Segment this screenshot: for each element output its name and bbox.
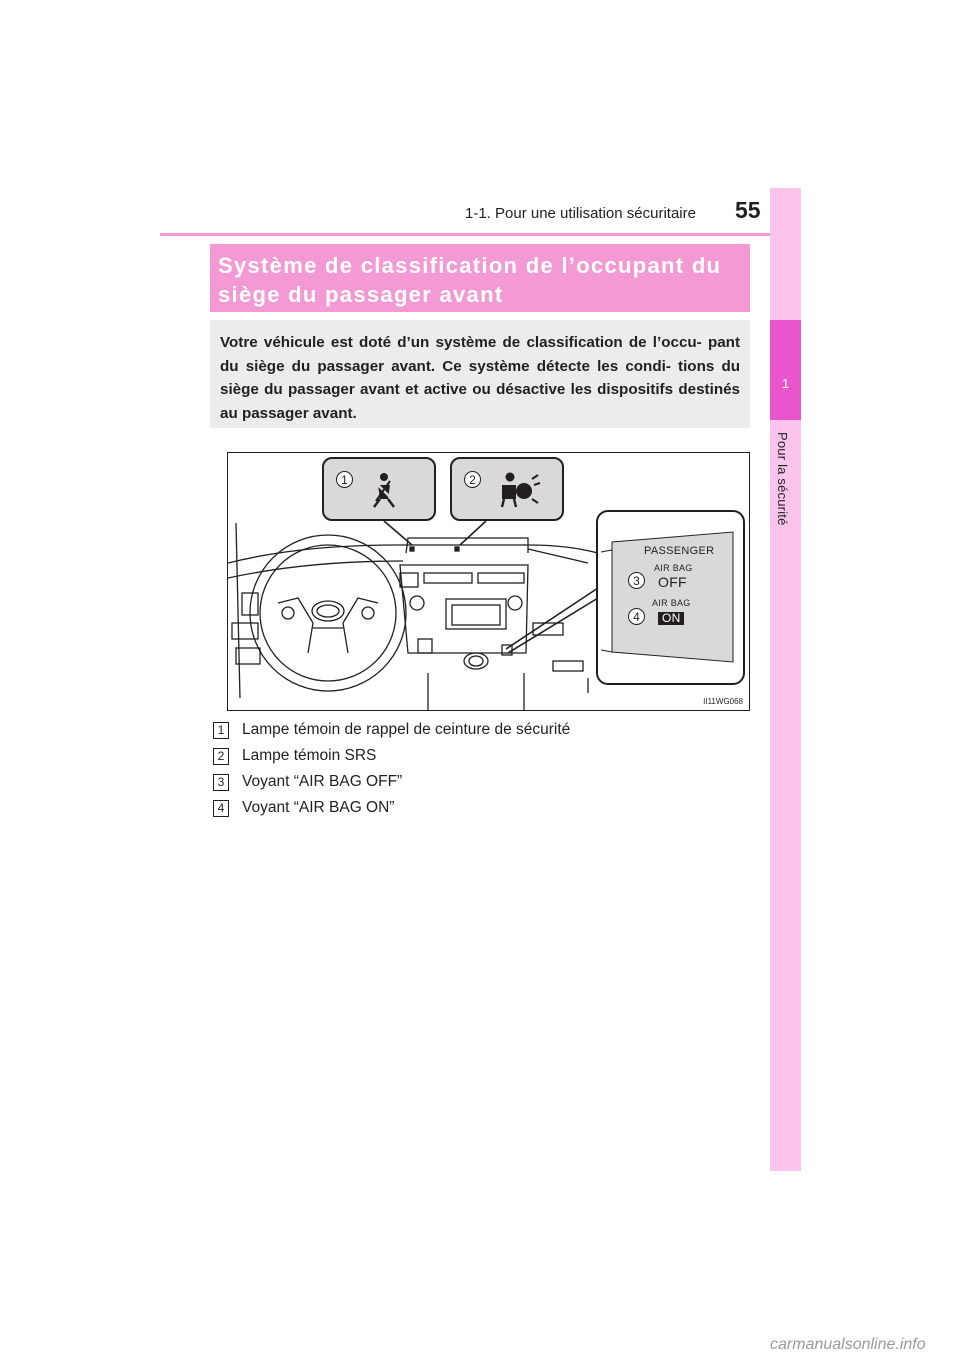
legend-item <box>213 720 713 742</box>
callout-number-3: 3 <box>628 572 645 589</box>
header-rule <box>160 233 800 236</box>
seatbelt-callout <box>322 457 436 521</box>
passenger-label: PASSENGER <box>644 545 715 557</box>
airbag-on-indicator: ON <box>662 611 681 625</box>
airbag-off-indicator: OFF <box>658 574 687 590</box>
legend-number: 4 <box>213 800 229 817</box>
passenger-airbag-panel <box>596 510 745 685</box>
section-title-text <box>218 251 742 309</box>
airbag-off-label: AIR BAG <box>654 563 693 573</box>
legend-item <box>213 772 713 794</box>
legend-item <box>213 746 713 768</box>
legend-number: 2 <box>213 748 229 765</box>
title-line-2: siège du passager avant <box>218 282 504 307</box>
legend-text: Lampe témoin SRS <box>242 747 377 764</box>
title-line-1: Système de classification de l’occupant du <box>218 253 722 278</box>
page-number: 55 <box>735 197 761 223</box>
srs-airbag-callout <box>450 457 564 521</box>
section-reference: 1-1. Pour une utilisation sécuritaire <box>465 205 696 222</box>
chapter-number: 1 <box>781 376 790 391</box>
intro-box <box>210 320 750 428</box>
illustration-code: II11WG068 <box>703 697 743 706</box>
legend-number: 1 <box>213 722 229 739</box>
legend-item <box>213 798 713 820</box>
airbag-on-label: AIR BAG <box>652 598 691 608</box>
callout-number-4: 4 <box>628 608 645 625</box>
callout-number-1: 1 <box>336 471 353 488</box>
seatbelt-icon <box>364 471 404 511</box>
airbag-person-icon <box>494 471 542 511</box>
callout-number-2: 2 <box>464 471 481 488</box>
legend-text: Voyant “AIR BAG ON” <box>242 799 395 816</box>
legend-text: Voyant “AIR BAG OFF” <box>242 773 403 790</box>
intro-text: Votre véhicule est doté d’un système de classification de l’occu- pant du siège du passager avant. Ce système détecte les condi- tions du siège du passager avant et active ou désactive les dispositifs destinés au passager avant. <box>220 334 740 422</box>
chapter-label: Pour la sécurité <box>775 432 790 526</box>
watermark: carmanualsonline.info <box>770 1336 926 1353</box>
dashboard-illustration <box>227 452 750 711</box>
legend-text: Lampe témoin de rappel de ceinture de sécurité <box>242 721 571 738</box>
section-title <box>210 244 750 312</box>
chapter-tab-active <box>770 320 801 420</box>
legend-number: 3 <box>213 774 229 791</box>
